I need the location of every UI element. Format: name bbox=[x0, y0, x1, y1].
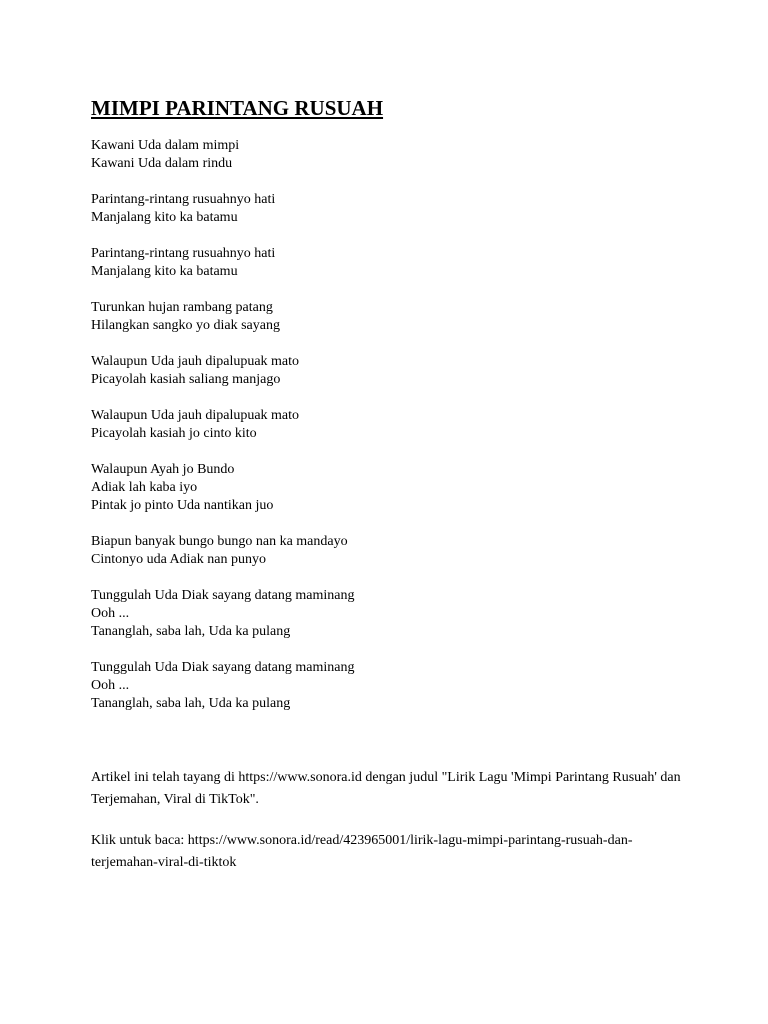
lyric-line: Tananglah, saba lah, Uda ka pulang bbox=[91, 624, 291, 639]
lyric-stanza bbox=[91, 533, 691, 569]
lyric-line: Manjalang kito ka batamu bbox=[91, 264, 238, 279]
lyric-line: Parintang-rintang rusuahnyo hati bbox=[91, 192, 276, 207]
lyric-stanza bbox=[91, 245, 691, 281]
lyric-line: Walaupun Uda jauh dipalupuak mato bbox=[91, 354, 300, 369]
lyric-line: Picayolah kasiah jo cinto kito bbox=[91, 426, 257, 441]
lyric-line: Turunkan hujan rambang patang bbox=[91, 300, 273, 315]
lyric-line: Manjalang kito ka batamu bbox=[91, 210, 238, 225]
lyric-line: Biapun banyak bungo bungo nan ka mandayo bbox=[91, 534, 348, 549]
lyric-line: Walaupun Uda jauh dipalupuak mato bbox=[91, 408, 300, 423]
lyric-line: Picayolah kasiah saliang manjago bbox=[91, 372, 281, 387]
lyric-stanza bbox=[91, 191, 691, 227]
lyric-line: Pintak jo pinto Uda nantikan juo bbox=[91, 498, 274, 513]
lyric-stanza bbox=[91, 137, 691, 173]
lyric-line: Kawani Uda dalam mimpi bbox=[91, 138, 240, 153]
lyric-line: Tunggulah Uda Diak sayang datang maminang bbox=[91, 588, 355, 603]
lyric-stanza bbox=[91, 461, 691, 515]
lyric-line: Ooh ... bbox=[91, 606, 130, 621]
lyric-line: Tunggulah Uda Diak sayang datang maminang bbox=[91, 660, 355, 675]
lyric-line: Kawani Uda dalam rindu bbox=[91, 156, 233, 171]
lyric-stanza bbox=[91, 659, 691, 713]
lyric-line: Adiak lah kaba iyo bbox=[91, 480, 198, 495]
lyric-line: Ooh ... bbox=[91, 678, 130, 693]
lyric-stanza bbox=[91, 407, 691, 443]
lyric-stanza bbox=[91, 587, 691, 641]
read-more-link-text: Klik untuk baca: https://www.sonora.id/read/423965001/lirik-lagu-mimpi-parintang-rusuah-dan-terjemahan-viral-di-tiktok bbox=[91, 833, 633, 870]
song-title: MIMPI PARINTANG RUSUAH bbox=[91, 96, 384, 120]
lyric-line: Cintonyo uda Adiak nan punyo bbox=[91, 552, 266, 567]
article-source-note: Artikel ini telah tayang di https://www.sonora.id dengan judul "Lirik Lagu 'Mimpi Parintang Rusuah' dan Terjemahan, Viral di TikTok". bbox=[91, 770, 681, 807]
lyric-line: Parintang-rintang rusuahnyo hati bbox=[91, 246, 276, 261]
lyric-line: Walaupun Ayah jo Bundo bbox=[91, 462, 235, 477]
lyric-line: Tananglah, saba lah, Uda ka pulang bbox=[91, 696, 291, 711]
lyric-stanza bbox=[91, 353, 691, 389]
lyric-stanza bbox=[91, 299, 691, 335]
lyrics-body bbox=[91, 137, 691, 731]
lyric-line: Hilangkan sangko yo diak sayang bbox=[91, 318, 280, 333]
